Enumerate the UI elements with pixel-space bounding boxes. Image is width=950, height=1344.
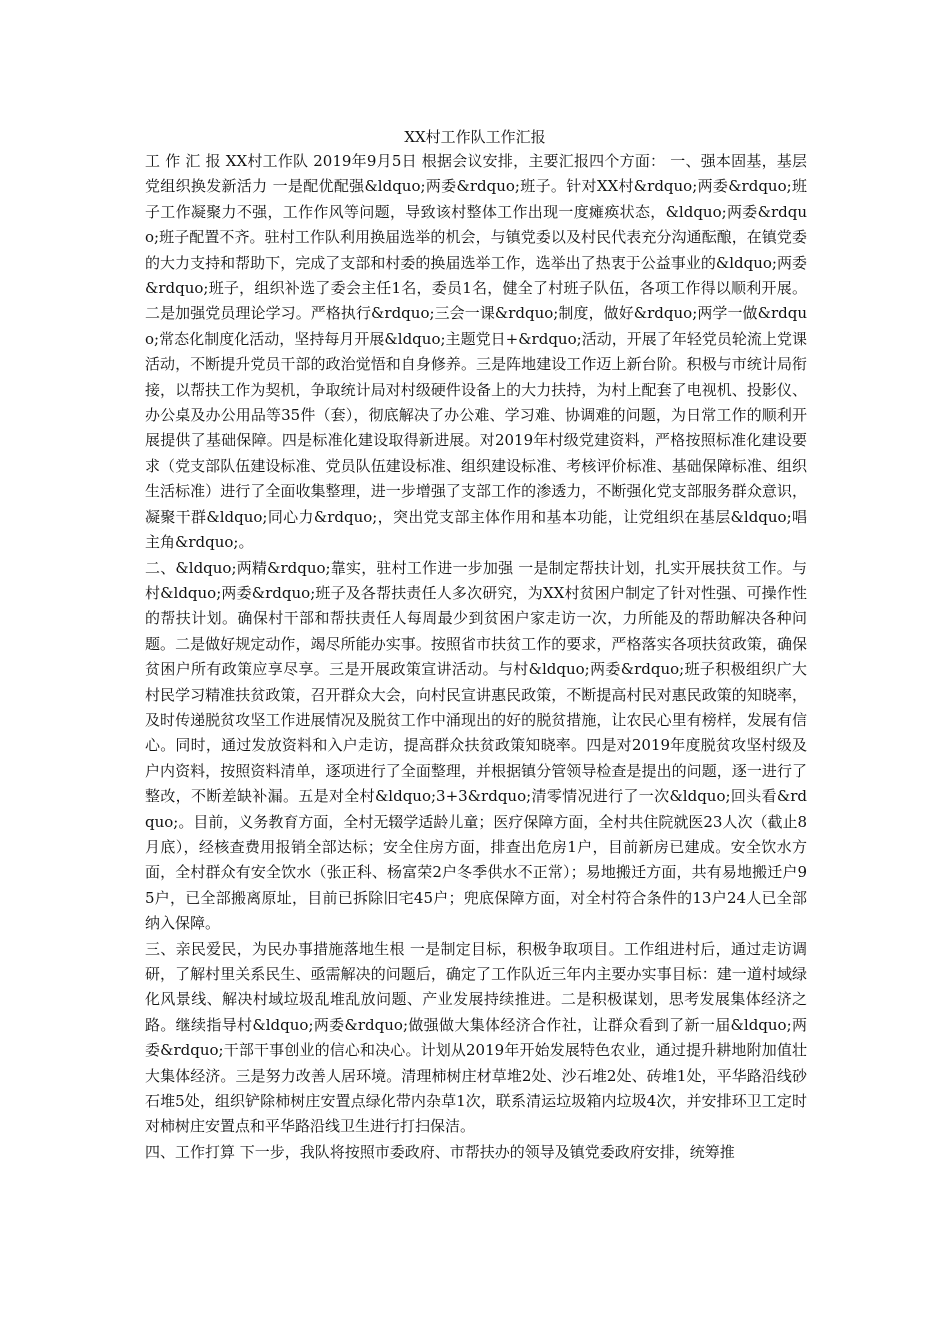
paragraph-intro-section-one: 工 作 汇 报 XX村工作队 2019年9月5日 根据会议安排，主要汇报四个方面： 一、强本固基，基层党组织换发新活力 一是配优配强&ldquo;两委&rdquo;班子。针对XX村&rdquo;两委&rdquo;班子工作凝聚力不强，工作作风等问题，导致该村整体工作出现一度瘫痪状态，&ldquo;两委&rdquo;班子配置不齐。驻村工作队利用换届选举的机会，与镇党委以及村民代表充分沟通酝酿，在镇党委的大力支持和帮助下，完成了支部和村委的换届选举工作，选举出了热衷于公益事业的&ldquo;两委&rdquo;班子，组织补选了委会主任1名，委员1名，健全了村班子队伍，各项工作得以顺利开展。二是加强党员理论学习。严格执行&rdquo;三会一课&rdquo;制度，做好&rdquo;两学一做&rdquo;常态化制度化活动，坚持每月开展&ldquo;主题党日+&rdquo;活动，开展了年轻党员轮流上党课活动，不断提升党员干部的政治觉悟和自身修养。三是阵地建设工作迈上新台阶。积极与市统计局衔接，以帮扶工作为契机，争取统计局对村级硬件设备上的大力扶持，为村上配套了电视机、投影仪、办公桌及办公用品等35件（套），彻底解决了办公难、学习难、协调难的问题，为日常工作的顺利开展提供了基础保障。四是标准化建设取得新进展。对2019年村级党建资料，严格按照标准化建设要求（党支部队伍建设标准、党员队伍建设标准、组织建设标准、考核评价标准、基础保障标准、组织生活标准）进行了全面收集整理，进一步增强了支部工作的渗透力，不断强化党支部服务群众意识，凝聚干群&ldquo;同心力&rdquo;，突出党支部主体作用和基本功能，让党组织在基层&ldquo;唱主角&rdquo;。 [145,152,807,552]
paragraph-section-four: 四、工作打算 下一步，我队将按照市委政府、市帮扶办的领导及镇党委政府安排，统筹推 [145,1142,735,1161]
document-body [145,149,807,1165]
paragraph-section-three: 三、亲民爱民，为民办事措施落地生根 一是制定目标，积极争取项目。工作组进村后，通过走访调研，了解村里关系民生、亟需解决的问题后，确定了工作队近三年内主要办实事目标：建一道村域绿化风景线、解决村域垃圾乱堆乱放问题、产业发展持续推进。二是积极谋划，思考发展集体经济之路。继续指导村&ldquo;两委&rdquo;做强做大集体经济合作社，让群众看到了新一届&ldquo;两委&rdquo;干部干事创业的信心和决心。计划从2019年开始发展特色农业，通过提升耕地附加值壮大集体经济。三是努力改善人居环境。清理柿树庄材草堆2处、沙石堆2处、砖堆1处，平华路沿线砂石堆5处，组织铲除柿树庄安置点绿化带内杂草1次，联系清运垃圾箱内垃圾4次，并安排环卫工定时对柿树庄安置点和平华路沿线卫生进行打扫保洁。 [145,939,807,1136]
document-title: XX村工作队工作汇报 [404,128,546,146]
paragraph-section-two: 二、&ldquo;两精&rdquo;靠实，驻村工作进一步加强 一是制定帮扶计划，扎实开展扶贫工作。与村&ldquo;两委&rdquo;班子及各帮扶责任人多次研究，为XX村贫困户制定了针对性强、可操作性的帮扶计划。确保村干部和帮扶责任人每周最少到贫困户家走访一次，力所能及的帮助解决各种问题。二是做好规定动作，竭尽所能办实事。按照省市扶贫工作的要求，严格落实各项扶贫政策，确保贫困户所有政策应享尽享。三是开展政策宣讲活动。与村&ldquo;两委&rdquo;班子积极组织广大村民学习精准扶贫政策，召开群众大会，向村民宣讲惠民政策，不断提高村民对惠民政策的知晓率，及时传递脱贫攻坚工作进展情况及脱贫工作中涌现出的好的脱贫措施，让农民心里有榜样，发展有信心。同时，通过发放资料和入户走访，提高群众扶贫政策知晓率。四是对2019年度脱贫攻坚村级及户内资料，按照资料清单，逐项进行了全面整理，并根据镇分管领导检查是提出的问题，逐一进行了整改，不断差缺补漏。五是对全村&ldquo;3+3&rdquo;清零情况进行了一次&ldquo;回头看&rdquo;。目前，义务教育方面，全村无辍学适龄儿童；医疗保障方面，全村共住院就医23人次（截止8月底），经核查费用报销全部达标；安全住房方面，排查出危房1户，目前新房已建成。安全饮水方面，全村群众有安全饮水（张正科、杨富荣2户冬季供水不正常）；易地搬迁方面，共有易地搬迁户95户，已全部搬离原址，目前已拆除旧宅45户；兜底保障方面，对全村符合条件的13户24人已全部纳入保障。 [145,558,807,933]
